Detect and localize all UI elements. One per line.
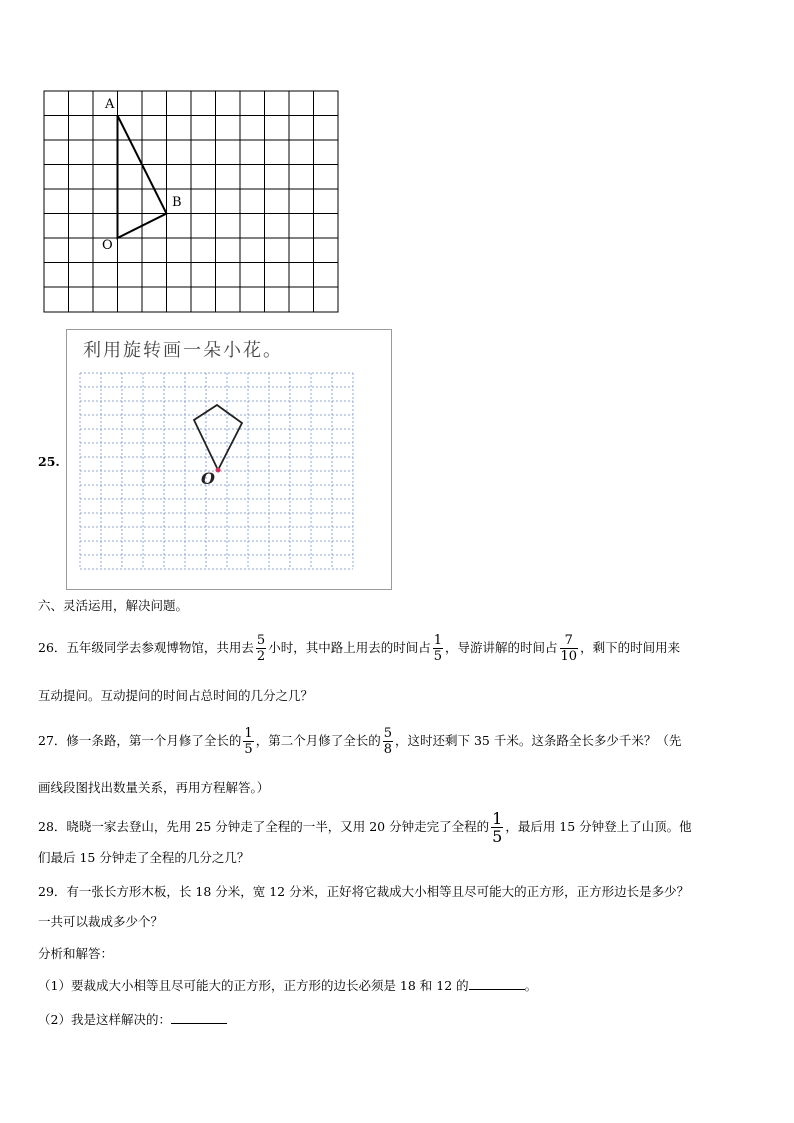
q29-step-2-text: （2）我是这样解决的： <box>38 1012 171 1027</box>
point-label-o: O <box>102 238 113 253</box>
question-29-step-1 <box>38 977 537 995</box>
q26-text-4: ，剩下的时间用来 <box>580 640 681 655</box>
point-label-b: B <box>172 195 182 210</box>
question-26 <box>38 630 680 666</box>
question-29-line-2: 一共可以裁成多少个？ <box>38 914 164 929</box>
q27-text-2: ，第二个月修了全长的 <box>255 733 381 748</box>
question-29-analysis-label: 分析和解答： <box>38 946 114 961</box>
question-29-step-2 <box>38 1011 227 1029</box>
q29-step-1-end: 。 <box>524 978 538 993</box>
question-29-line-1: 29．有一张长方形木板，长 18 分米，宽 12 分米，正好将它裁成大小相等且尽可能大的正方形，正方形边长是多少？ <box>38 884 690 899</box>
point-label-a: A <box>105 97 115 112</box>
rotation-center-point <box>216 468 221 473</box>
rotation-flower-figure <box>66 329 392 590</box>
q27-text-3: ，这时还剩下 35 千米。这条路全长多少千米？（先 <box>395 733 682 748</box>
question-26-line-2: 互动提问。互动提问的时间占总时间的几分之几？ <box>38 688 314 703</box>
question-27 <box>38 723 681 759</box>
triangle-grid-figure <box>40 88 342 316</box>
question-28 <box>38 808 692 846</box>
q26-text-1: 26．五年级同学去参观博物馆，共用去 <box>38 640 254 655</box>
question-27-line-2: 画线段图找出数量关系，再用方程解答。） <box>38 780 270 795</box>
answer-blank-1[interactable] <box>469 977 525 990</box>
figure-caption: 利用旋转画一朵小花。 <box>83 340 283 361</box>
q27-text-1: 27．修一条路，第一个月修了全长的 <box>38 733 242 748</box>
q26-fraction-1-5: $\frac{1}{5}$ <box>433 632 442 664</box>
rotation-center-label: O <box>201 469 215 488</box>
question-25-number: 25. <box>38 454 60 469</box>
q29-step-1-text: （1）要裁成大小相等且尽可能大的正方形，正方形的边长必须是 18 和 12 的 <box>38 978 469 993</box>
q26-fraction-7-10: $\frac{7}{10}$ <box>560 632 578 664</box>
section-6-title: 六、灵活运用，解决问题。 <box>38 598 189 613</box>
q26-text-3: ，导游讲解的时间占 <box>445 640 558 655</box>
q28-fraction-1-5: $\frac{1}{5}$ <box>492 808 503 846</box>
q27-fraction-5-8: $\frac{5}{8}$ <box>383 725 392 757</box>
q26-fraction-5-2: $\frac{5}{2}$ <box>256 632 266 664</box>
q28-text-1: 28．晓晓一家去登山，先用 25 分钟走了全程的一半，又用 20 分钟走完了全程的 <box>38 819 490 834</box>
answer-blank-2[interactable] <box>171 1011 227 1024</box>
q28-text-2: ，最后用 15 分钟登上了山顶。他 <box>505 819 692 834</box>
q27-fraction-1-5: $\frac{1}{5}$ <box>244 725 253 757</box>
question-28-line-2: 们最后 15 分钟走了全程的几分之几？ <box>38 850 250 865</box>
q26-text-2: 小时，其中路上用去的时间占 <box>268 640 431 655</box>
dotted-grid <box>77 369 359 574</box>
